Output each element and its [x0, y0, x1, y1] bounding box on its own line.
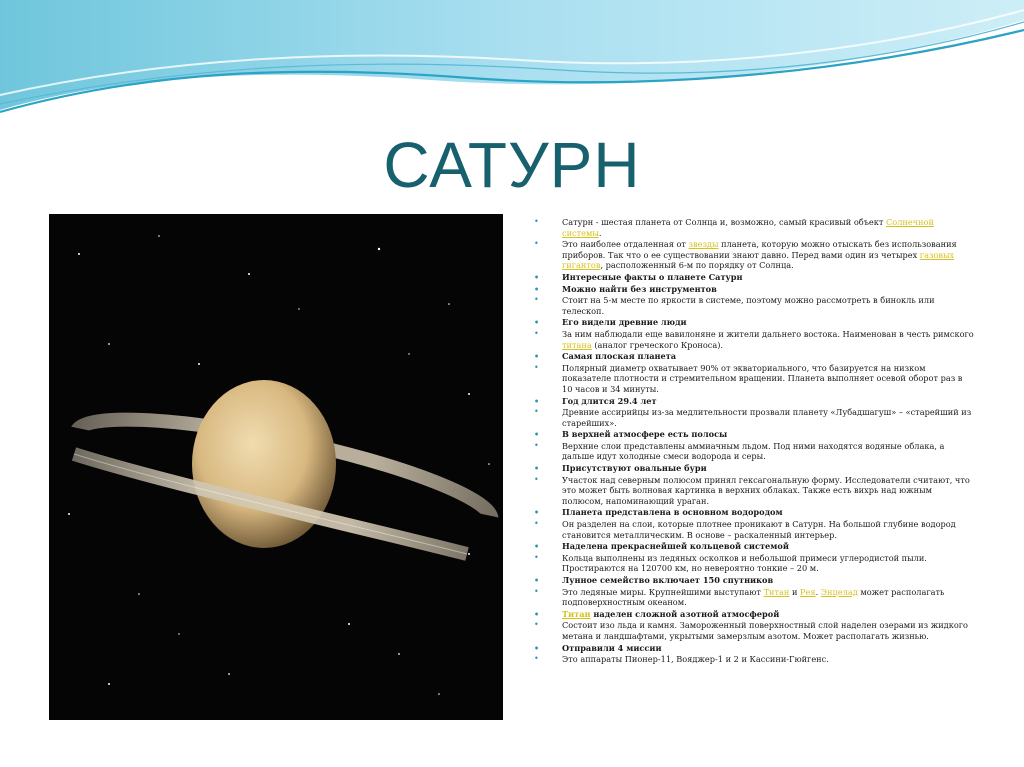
- fact-text: [534, 363, 974, 395]
- fact-text-span: (аналог греческого Кроноса).: [591, 339, 724, 350]
- fact-heading: [534, 643, 974, 654]
- fact-text-span: .: [815, 586, 821, 597]
- fact-link[interactable]: Рея: [800, 586, 816, 597]
- fact-link[interactable]: Энцелад: [820, 586, 858, 597]
- saturn-image: [49, 214, 503, 720]
- fact-text-span: За ним наблюдали еще вавилоняне и жители дальнего востока. Наименован в честь римского: [562, 328, 974, 339]
- fact-text-span: Можно найти без инструментов: [562, 283, 717, 294]
- fact-text-span: Состоит изо льда и камня. Замороженный поверхностный слой наделен озерами из жидкого метана и ландшафтами, укрытыми замерзлым азотом. Может располагать жизнью.: [562, 620, 968, 641]
- fact-link[interactable]: газовых гигантов: [562, 249, 955, 271]
- fact-text-span: Отправили 4 миссии: [562, 642, 662, 653]
- fact-text: [534, 407, 974, 428]
- fact-text-span: Кольца выполнены из ледяных осколков и небольшой примеси углеродистой пыли. Простираются на 120700 км, но невероятно тонкие – 20 м.: [562, 552, 927, 574]
- fact-link[interactable]: Титан: [562, 608, 591, 619]
- facts-list: [534, 217, 974, 666]
- fact-heading: [534, 541, 974, 552]
- fact-text-span: Наделена прекраснейшей кольцевой системой: [562, 541, 789, 552]
- fact-heading: [534, 575, 974, 586]
- fact-text: [534, 519, 974, 540]
- fact-text: [534, 295, 974, 316]
- fact-text-span: и: [789, 586, 801, 597]
- fact-text: [534, 217, 974, 238]
- fact-text-span: может располагать подповерхностным океаном.: [562, 586, 945, 608]
- fact-link[interactable]: звезды: [688, 239, 719, 250]
- fact-text-span: Его видели древние люди: [562, 317, 687, 328]
- fact-text-span: Это наиболее отдаленная от: [562, 239, 689, 250]
- slide-title: САТУРН: [383, 129, 641, 201]
- fact-text-span: В верхней атмосфере есть полосы: [562, 429, 728, 440]
- fact-heading: [534, 272, 974, 283]
- fact-text-span: Это ледяные миры. Крупнейшими выступают: [562, 586, 764, 597]
- fact-text-span: Лунное семейство включает 150 спутников: [562, 575, 774, 585]
- fact-text-span: Верхние слои представлены аммиачным льдом. Под ними находятся водяные облака, а дальше идут холодные смеси водорода и серы.: [562, 440, 945, 462]
- fact-link[interactable]: Титан: [763, 586, 790, 597]
- fact-text: [534, 587, 974, 608]
- fact-text-span: Стоит на 5-м месте по яркости в системе, поэтому можно рассмотреть в бинокль или телескоп.: [562, 295, 935, 316]
- fact-heading: [534, 284, 974, 295]
- fact-heading: [534, 429, 974, 440]
- fact-text: [534, 654, 974, 665]
- fact-text-span: Полярный диаметр охватывает 90% от экваториального, что базируется на низком показателе плотности и стремительном вращении. Планета выполняет осевой оборот раз в 10 часов и 34 минуты.: [562, 362, 963, 394]
- fact-heading: [534, 507, 974, 518]
- fact-text-span: Самая плоская планета: [562, 351, 677, 362]
- fact-text-span: , расположенный 6-м по порядку от Солнца.: [600, 260, 794, 271]
- fact-link[interactable]: Солнечной системы: [562, 217, 934, 238]
- fact-text-span: Он разделен на слои, которые плотнее проникают в Сатурн. На большой глубине водород становится металлическим. В основе – раскаленный интерьер.: [562, 519, 956, 540]
- decorative-wave-header: [0, 0, 1024, 120]
- fact-text-span: .: [598, 227, 602, 238]
- fact-text-span: Сатурн - шестая планета от Солнца и, возможно, самый красивый объект: [562, 217, 887, 227]
- fact-heading: [534, 396, 974, 407]
- fact-text: [534, 441, 974, 462]
- fact-text-span: наделен сложной азотной атмосферой: [590, 608, 780, 619]
- fact-text-span: Участок над северным полюсом принял гексагональную форму. Исследователи считают, что это может быть волновая картинка в верхних облаках. Также есть вихрь над южным полюсом, напоминающий ураган.: [562, 474, 970, 506]
- fact-text-span: Древние ассирийцы из-за медлительности прозвали планету «Лубадшагуш» – «старейший из старейших».: [562, 407, 972, 428]
- fact-text-span: Год длится 29.4 лет: [562, 395, 657, 406]
- fact-text-span: Интересные факты о планете Сатурн: [562, 271, 743, 282]
- fact-text: [534, 475, 974, 507]
- fact-text: [534, 239, 974, 271]
- fact-heading: [534, 609, 974, 620]
- fact-link[interactable]: титана: [562, 339, 592, 350]
- fact-text-span: Присутствуют овальные бури: [562, 463, 707, 474]
- fact-heading: [534, 351, 974, 362]
- fact-text: [534, 620, 974, 641]
- fact-text-span: планета, которую можно отыскать без использования приборов. Так что о ее существовании знают давно. Перед вами один из четырех: [562, 239, 957, 260]
- fact-text-span: Планета представлена в основном водородом: [562, 507, 783, 518]
- fact-text: [534, 553, 974, 574]
- fact-text: [534, 329, 974, 350]
- fact-heading: [534, 463, 974, 474]
- fact-heading: [534, 317, 974, 328]
- fact-text-span: Это аппараты Пионер-11, Вояджер-1 и 2 и Кассини-Гюйгенс.: [562, 654, 829, 665]
